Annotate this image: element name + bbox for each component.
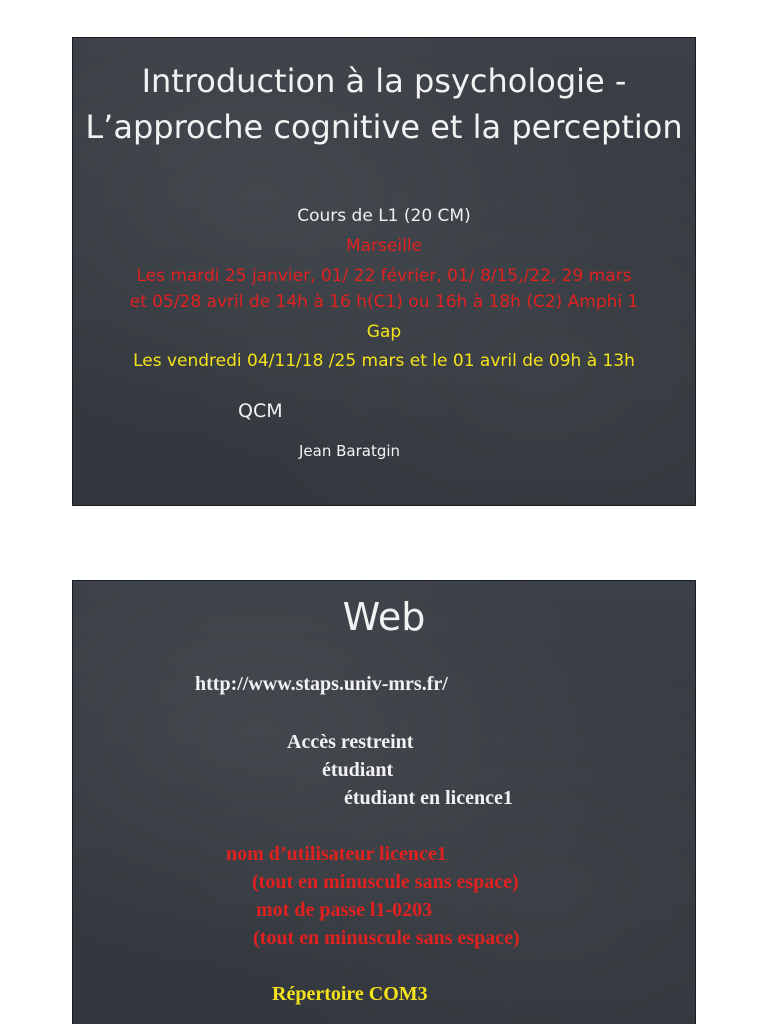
- course-subtitle: Cours de L1 (20 CM): [297, 206, 471, 226]
- access-line-1: Accès restreint: [287, 731, 414, 753]
- city-marseille: Marseille: [345, 236, 423, 256]
- website-url: http://www.staps.univ-mrs.fr/: [195, 673, 448, 695]
- author-name: Jean Baratgin: [299, 442, 401, 460]
- access-line-3: étudiant en licence1: [344, 787, 513, 809]
- access-line-2: étudiant: [322, 759, 394, 781]
- slide-1-title: Introduction à la psychologie - L’approche cognitive et la perception: [85, 62, 683, 146]
- gap-schedule-line: Les vendredi 04/11/18 /25 mars et le 01 avril de 09h à 13h: [133, 351, 635, 371]
- slide-1: [72, 37, 696, 506]
- marseille-schedule-line-1: Les mardi 25 janvier, 01/ 22 février, 01/ 8/15,/22, 29 mars: [136, 266, 632, 286]
- slide-2-title: Web: [342, 595, 426, 639]
- repertoire-label: Répertoire COM3: [272, 983, 428, 1005]
- marseille-schedule-line-2: et 05/28 avril de 14h à 16 h(C1) ou 16h à 18h (C2) Amphi 1: [129, 292, 639, 312]
- username-note: (tout en minuscule sans espace): [252, 871, 519, 893]
- slide-2: [72, 580, 696, 1024]
- password-line: mot de passe l1-0203: [256, 899, 433, 921]
- username-line: nom d’utilisateur licence1: [226, 843, 447, 865]
- password-note: (tout en minuscule sans espace): [253, 927, 520, 949]
- qcm-label: QCM: [238, 400, 283, 422]
- city-gap: Gap: [366, 322, 402, 342]
